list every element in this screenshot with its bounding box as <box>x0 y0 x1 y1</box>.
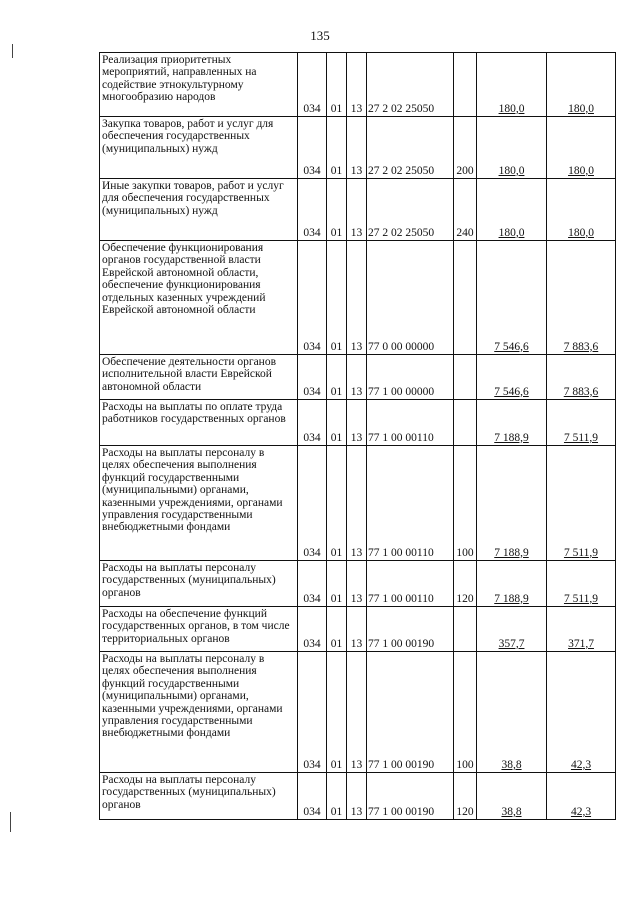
amount-year1-cell <box>477 607 547 652</box>
subsection-code-text: 13 <box>350 546 363 559</box>
amount-year1-cell <box>477 355 547 400</box>
expense-name-cell <box>100 117 298 179</box>
expense-type-cell <box>454 53 477 117</box>
target-article-cell <box>367 355 454 400</box>
expense-type-cell <box>454 241 477 355</box>
expense-name-cell <box>100 607 298 652</box>
section-code-cell <box>327 400 347 446</box>
amount-year2-text: 7 511,9 <box>563 431 599 444</box>
table-row <box>100 446 616 561</box>
ministry-code-cell <box>298 652 327 773</box>
table-row <box>100 400 616 446</box>
left-margin-mark <box>12 44 13 58</box>
target-article-cell <box>367 53 454 117</box>
section-code-text: 01 <box>330 758 343 771</box>
ministry-code-text: 034 <box>303 546 321 559</box>
amount-year2-text: 371,7 <box>568 637 594 650</box>
table-row <box>100 773 616 820</box>
expense-type-text: 240 <box>456 226 474 239</box>
amount-year2-cell <box>547 561 616 607</box>
ministry-code-cell <box>298 561 327 607</box>
ministry-code-cell <box>298 53 327 117</box>
amount-year2-text: 7 883,6 <box>563 340 599 353</box>
subsection-code-text: 13 <box>350 102 363 115</box>
target-article-cell <box>367 241 454 355</box>
ministry-code-text: 034 <box>303 226 321 239</box>
amount-year2-cell <box>547 117 616 179</box>
expense-type-cell <box>454 773 477 820</box>
amount-year1-text: 38,8 <box>501 758 522 771</box>
section-code-cell <box>327 241 347 355</box>
expense-type-cell <box>454 652 477 773</box>
amount-year2-cell <box>547 400 616 446</box>
ministry-code-text: 034 <box>303 758 321 771</box>
amount-year2-cell <box>547 241 616 355</box>
expense-name-text: Расходы на выплаты персоналу государственных (муниципальных) органов <box>102 562 276 599</box>
amount-year1-text: 7 188,9 <box>494 592 529 605</box>
section-code-text: 01 <box>330 164 343 177</box>
amount-year1-text: 180,0 <box>498 102 525 115</box>
section-code-cell <box>327 179 347 241</box>
expense-type-text: 120 <box>456 805 474 818</box>
target-article-text: 77 1 00 00190 <box>368 637 435 650</box>
expense-type-text: 100 <box>456 758 474 771</box>
target-article-text: 27 2 02 25050 <box>368 102 435 115</box>
subsection-code-text: 13 <box>350 385 363 398</box>
subsection-code-cell <box>347 179 367 241</box>
ministry-code-cell <box>298 607 327 652</box>
ministry-code-cell <box>298 241 327 355</box>
section-code-cell <box>327 607 347 652</box>
subsection-code-text: 13 <box>350 592 363 605</box>
ministry-code-text: 034 <box>303 431 321 444</box>
ministry-code-cell <box>298 179 327 241</box>
ministry-code-text: 034 <box>303 385 321 398</box>
left-margin-mark <box>10 812 11 832</box>
subsection-code-cell <box>347 355 367 400</box>
target-article-text: 77 1 00 00000 <box>368 385 435 398</box>
amount-year1-cell <box>477 117 547 179</box>
amount-year2-text: 180,0 <box>568 102 594 115</box>
subsection-code-cell <box>347 446 367 561</box>
amount-year2-text: 180,0 <box>568 226 594 239</box>
target-article-cell <box>367 561 454 607</box>
section-code-text: 01 <box>330 340 343 353</box>
subsection-code-text: 13 <box>350 637 363 650</box>
expense-type-cell <box>454 446 477 561</box>
amount-year2-cell <box>547 355 616 400</box>
amount-year2-cell <box>547 53 616 117</box>
subsection-code-cell <box>347 241 367 355</box>
ministry-code-text: 034 <box>303 340 321 353</box>
page-number: 135 <box>310 28 330 43</box>
table-row <box>100 607 616 652</box>
expense-name-text: Расходы на выплаты персоналу государственных (муниципальных) органов <box>102 774 276 811</box>
expense-type-cell <box>454 179 477 241</box>
amount-year2-text: 42,3 <box>570 805 592 818</box>
target-article-cell <box>367 446 454 561</box>
target-article-text: 77 1 00 00190 <box>368 758 435 771</box>
ministry-code-text: 034 <box>303 592 321 605</box>
expense-name-text: Реализация приоритетных мероприятий, направленных на содействие этнокультурному многообразию народов <box>102 54 257 104</box>
expense-type-cell <box>454 561 477 607</box>
target-article-text: 77 1 00 00190 <box>368 805 435 818</box>
section-code-text: 01 <box>330 637 343 650</box>
target-article-cell <box>367 652 454 773</box>
amount-year1-cell <box>477 53 547 117</box>
amount-year1-cell <box>477 561 547 607</box>
ministry-code-text: 034 <box>303 164 321 177</box>
expense-type-text: 100 <box>456 546 474 559</box>
expense-name-text: Расходы на обеспечение функций государственных органов, в том числе территориальных органов <box>102 608 290 645</box>
section-code-cell <box>327 446 347 561</box>
amount-year1-cell <box>477 652 547 773</box>
ministry-code-cell <box>298 400 327 446</box>
amount-year2-cell <box>547 652 616 773</box>
table-row <box>100 241 616 355</box>
amount-year2-cell <box>547 446 616 561</box>
target-article-text: 77 0 00 00000 <box>368 340 435 353</box>
target-article-cell <box>367 400 454 446</box>
expense-type-text: 120 <box>456 592 474 605</box>
ministry-code-text: 034 <box>303 637 321 650</box>
amount-year2-text: 7 511,9 <box>563 546 599 559</box>
subsection-code-text: 13 <box>350 805 363 818</box>
section-code-cell <box>327 53 347 117</box>
section-code-cell <box>327 117 347 179</box>
table-row <box>100 117 616 179</box>
amount-year1-cell <box>477 400 547 446</box>
budget-table <box>99 52 616 820</box>
amount-year1-text: 7 188,9 <box>494 431 529 444</box>
ministry-code-text: 034 <box>303 102 321 115</box>
table-row <box>100 179 616 241</box>
amount-year1-text: 7 546,6 <box>494 340 529 353</box>
amount-year2-text: 7 883,6 <box>563 385 599 398</box>
expense-name-text: Расходы на выплаты персоналу в целях обеспечения выполнения функций государственными (муниципальными) органами, казенными учреждениями, органами управления государственными внебюджетными фондами <box>102 447 283 534</box>
expense-name-cell <box>100 652 298 773</box>
subsection-code-text: 13 <box>350 340 363 353</box>
subsection-code-cell <box>347 400 367 446</box>
target-article-cell <box>367 117 454 179</box>
subsection-code-text: 13 <box>350 431 363 444</box>
target-article-text: 77 1 00 00110 <box>368 431 434 444</box>
target-article-cell <box>367 607 454 652</box>
amount-year1-text: 180,0 <box>498 226 525 239</box>
section-code-text: 01 <box>330 385 343 398</box>
expense-name-cell <box>100 179 298 241</box>
amount-year1-cell <box>477 446 547 561</box>
section-code-cell <box>327 773 347 820</box>
table-row <box>100 355 616 400</box>
amount-year2-cell <box>547 773 616 820</box>
amount-year1-text: 38,8 <box>501 805 522 818</box>
amount-year1-text: 357,7 <box>498 637 525 650</box>
subsection-code-cell <box>347 561 367 607</box>
amount-year1-cell <box>477 241 547 355</box>
section-code-cell <box>327 561 347 607</box>
amount-year2-cell <box>547 179 616 241</box>
ministry-code-cell <box>298 117 327 179</box>
amount-year1-cell <box>477 773 547 820</box>
subsection-code-cell <box>347 53 367 117</box>
table-row <box>100 652 616 773</box>
ministry-code-cell <box>298 446 327 561</box>
expense-name-cell <box>100 355 298 400</box>
expense-name-cell <box>100 446 298 561</box>
section-code-text: 01 <box>330 431 343 444</box>
table-row <box>100 561 616 607</box>
amount-year1-text: 180,0 <box>498 164 525 177</box>
subsection-code-text: 13 <box>350 226 363 239</box>
amount-year2-text: 180,0 <box>568 164 594 177</box>
subsection-code-text: 13 <box>350 758 363 771</box>
amount-year1-text: 7 188,9 <box>494 546 529 559</box>
section-code-text: 01 <box>330 546 343 559</box>
expense-type-cell <box>454 355 477 400</box>
expense-name-cell <box>100 561 298 607</box>
target-article-cell <box>367 773 454 820</box>
table-row <box>100 53 616 117</box>
expense-type-cell <box>454 400 477 446</box>
expense-name-cell <box>100 400 298 446</box>
section-code-cell <box>327 355 347 400</box>
amount-year2-text: 7 511,9 <box>563 592 599 605</box>
section-code-text: 01 <box>330 226 343 239</box>
expense-name-text: Расходы на выплаты персоналу в целях обеспечения выполнения функций государственными (муниципальными) органами, казенными учреждениями, органами управления государственными внебюджетными фондами <box>102 653 283 740</box>
expense-type-cell <box>454 607 477 652</box>
section-code-text: 01 <box>330 102 343 115</box>
section-code-text: 01 <box>330 805 343 818</box>
subsection-code-text: 13 <box>350 164 363 177</box>
subsection-code-cell <box>347 117 367 179</box>
section-code-cell <box>327 652 347 773</box>
expense-type-text: 200 <box>456 164 474 177</box>
ministry-code-cell <box>298 773 327 820</box>
expense-name-text: Обеспечение функционирования органов государственной власти Еврейской автономной области, обеспечение функционирования отдельных казенных учреждений Еврейской автономной области <box>102 242 266 317</box>
target-article-cell <box>367 179 454 241</box>
expense-name-text: Расходы на выплаты по оплате труда работников государственных органов <box>102 401 286 426</box>
expense-name-text: Иные закупки товаров, работ и услуг для обеспечения государственных (муниципальных) нужд <box>102 180 284 217</box>
ministry-code-text: 034 <box>303 805 321 818</box>
expense-name-cell <box>100 53 298 117</box>
amount-year2-text: 42,3 <box>570 758 592 771</box>
subsection-code-cell <box>347 652 367 773</box>
target-article-text: 77 1 00 00110 <box>368 592 434 605</box>
subsection-code-cell <box>347 773 367 820</box>
ministry-code-cell <box>298 355 327 400</box>
section-code-text: 01 <box>330 592 343 605</box>
target-article-text: 77 1 00 00110 <box>368 546 434 559</box>
expense-type-cell <box>454 117 477 179</box>
expense-name-cell <box>100 773 298 820</box>
expense-name-text: Закупка товаров, работ и услуг для обеспечения государственных (муниципальных) нужд <box>102 118 274 155</box>
subsection-code-cell <box>347 607 367 652</box>
expense-name-text: Обеспечение деятельности органов исполнительной власти Еврейской автономной области <box>102 356 277 393</box>
amount-year1-text: 7 546,6 <box>494 385 529 398</box>
amount-year2-cell <box>547 607 616 652</box>
target-article-text: 27 2 02 25050 <box>368 164 435 177</box>
expense-name-cell <box>100 241 298 355</box>
target-article-text: 27 2 02 25050 <box>368 226 435 239</box>
amount-year1-cell <box>477 179 547 241</box>
